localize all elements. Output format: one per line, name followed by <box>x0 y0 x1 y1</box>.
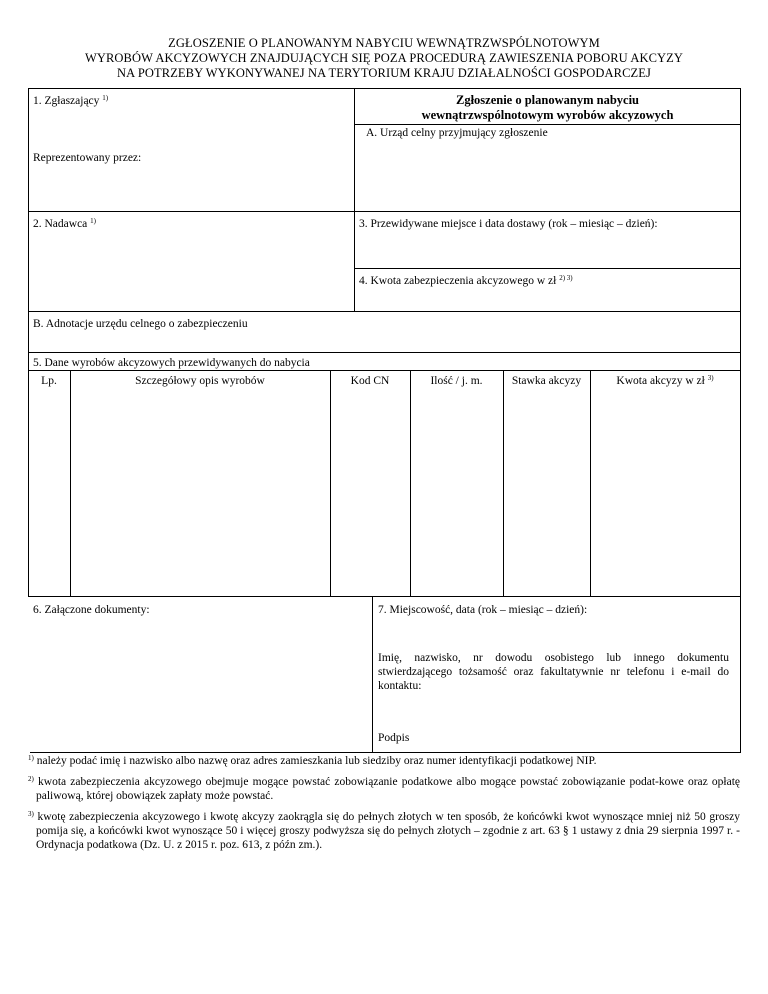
box-title <box>354 93 741 123</box>
footnote-2 <box>28 775 740 803</box>
column-header-description: Szczegółowy opis wyrobów <box>135 375 265 387</box>
field-delivery-label: 3. Przewidywane miejsce i data dostawy (rok – miesiąc – dzień): <box>359 218 658 230</box>
field-identity-label: Imię, nazwisko, nr dowodu osobistego lub innego dokumentu stwierdzającego tożsamość oraz fakultatywnie nr telefonu i e-mail do kontaktu: <box>378 652 729 692</box>
footnote-1 <box>28 754 740 768</box>
column-header-rate: Stawka akcyzy <box>511 375 582 387</box>
excise-amount-header-text: Kwota akcyzy w zł <box>616 375 705 387</box>
footnote-mark: 2) <box>28 775 34 783</box>
footnote-mark: 1) <box>28 754 34 762</box>
form-title-line3: NA POTRZEBY WYKONYWANEJ NA TERYTORIUM KRAJU DZIAŁALNOŚCI GOSPODARCZEJ <box>117 66 651 80</box>
form-title-line1: ZGŁOSZENIE O PLANOWANYM NABYCIU WEWNĄTRZWSPÓLNOTOWYM <box>168 36 600 50</box>
form-title-line2: WYROBÓW AKCYZOWYCH ZNAJDUJĄCYCH SIĘ POZA PROCEDURĄ ZAWIESZENIA POBORU AKCYZY <box>84 51 684 65</box>
footnote-ref: 3) <box>707 374 714 382</box>
column-header-lp: Lp. <box>41 375 57 387</box>
footnote-ref: 2) 3) <box>559 274 573 282</box>
field-security-amount-label <box>359 274 573 288</box>
field-attached-documents-label: 6. Załączone dokumenty: <box>33 604 150 616</box>
footnote-3 <box>28 810 740 852</box>
applicant-label-text: 1. Zgłaszający <box>33 95 100 107</box>
security-amount-label-text: 4. Kwota zabezpieczenia akcyzowego w zł <box>359 275 557 287</box>
box-title-line2: wewnątrzwspólnotowym wyrobów akcyzowych <box>421 108 674 122</box>
field-customs-annotations-label: B. Adnotacje urzędu celnego o zabezpieczeniu <box>33 318 248 330</box>
footnote-text: kwota zabezpieczenia akcyzowego obejmuje mogące powstać zobowiązanie podatkowe albo mogące powstać zobowiązanie podat-kowe oraz opłatę paliwową, której obowiązek zapłaty może powstać. <box>36 776 741 802</box>
column-header-quantity: Ilość / j. m. <box>430 375 483 387</box>
footnote-text: kwotę zabezpieczenia akcyzowego i kwotę akcyzy zaokrągla się do pełnych złotych w ten sposób, że końcówki kwot wynoszące mniej niż 50 groszy pomija się, a końcówki kwot wynoszące 50 i więcej groszy podwyższa się do pełnych złotych – zgodnie z art. 63 § 1 ustawy z dnia 29 sierpnia 1997 r. - Ordynacja podatkowa (Dz. U. z 2015 r. poz. 613, z późn zm.). <box>36 811 740 851</box>
footnote-text: należy podać imię i nazwisko albo nazwę oraz adres zamieszkania lub siedziby oraz numer identyfikacji podatkowej NIP. <box>36 755 597 767</box>
goods-table-title: 5. Dane wyrobów akcyzowych przewidywanych do nabycia <box>33 357 310 369</box>
column-header-cn-code: Kod CN <box>350 375 390 387</box>
form-title <box>20 36 748 81</box>
field-represented-label: Reprezentowany przez: <box>33 152 142 164</box>
field-applicant-label <box>33 94 108 108</box>
footnote-ref: 1) <box>90 217 96 225</box>
footnote-ref: 1) <box>102 94 109 102</box>
sender-label-text: 2. Nadawca <box>33 218 88 230</box>
column-header-excise-amount <box>590 374 740 388</box>
field-customs-office-label: A. Urząd celny przyjmujący zgłoszenie <box>366 127 548 139</box>
footnote-mark: 3) <box>28 810 34 818</box>
field-signature-label: Podpis <box>378 732 410 744</box>
field-place-date-label: 7. Miejscowość, data (rok – miesiąc – dzień): <box>378 604 588 616</box>
box-title-line1: Zgłoszenie o planowanym nabyciu <box>455 93 639 107</box>
field-sender-label <box>33 217 96 231</box>
